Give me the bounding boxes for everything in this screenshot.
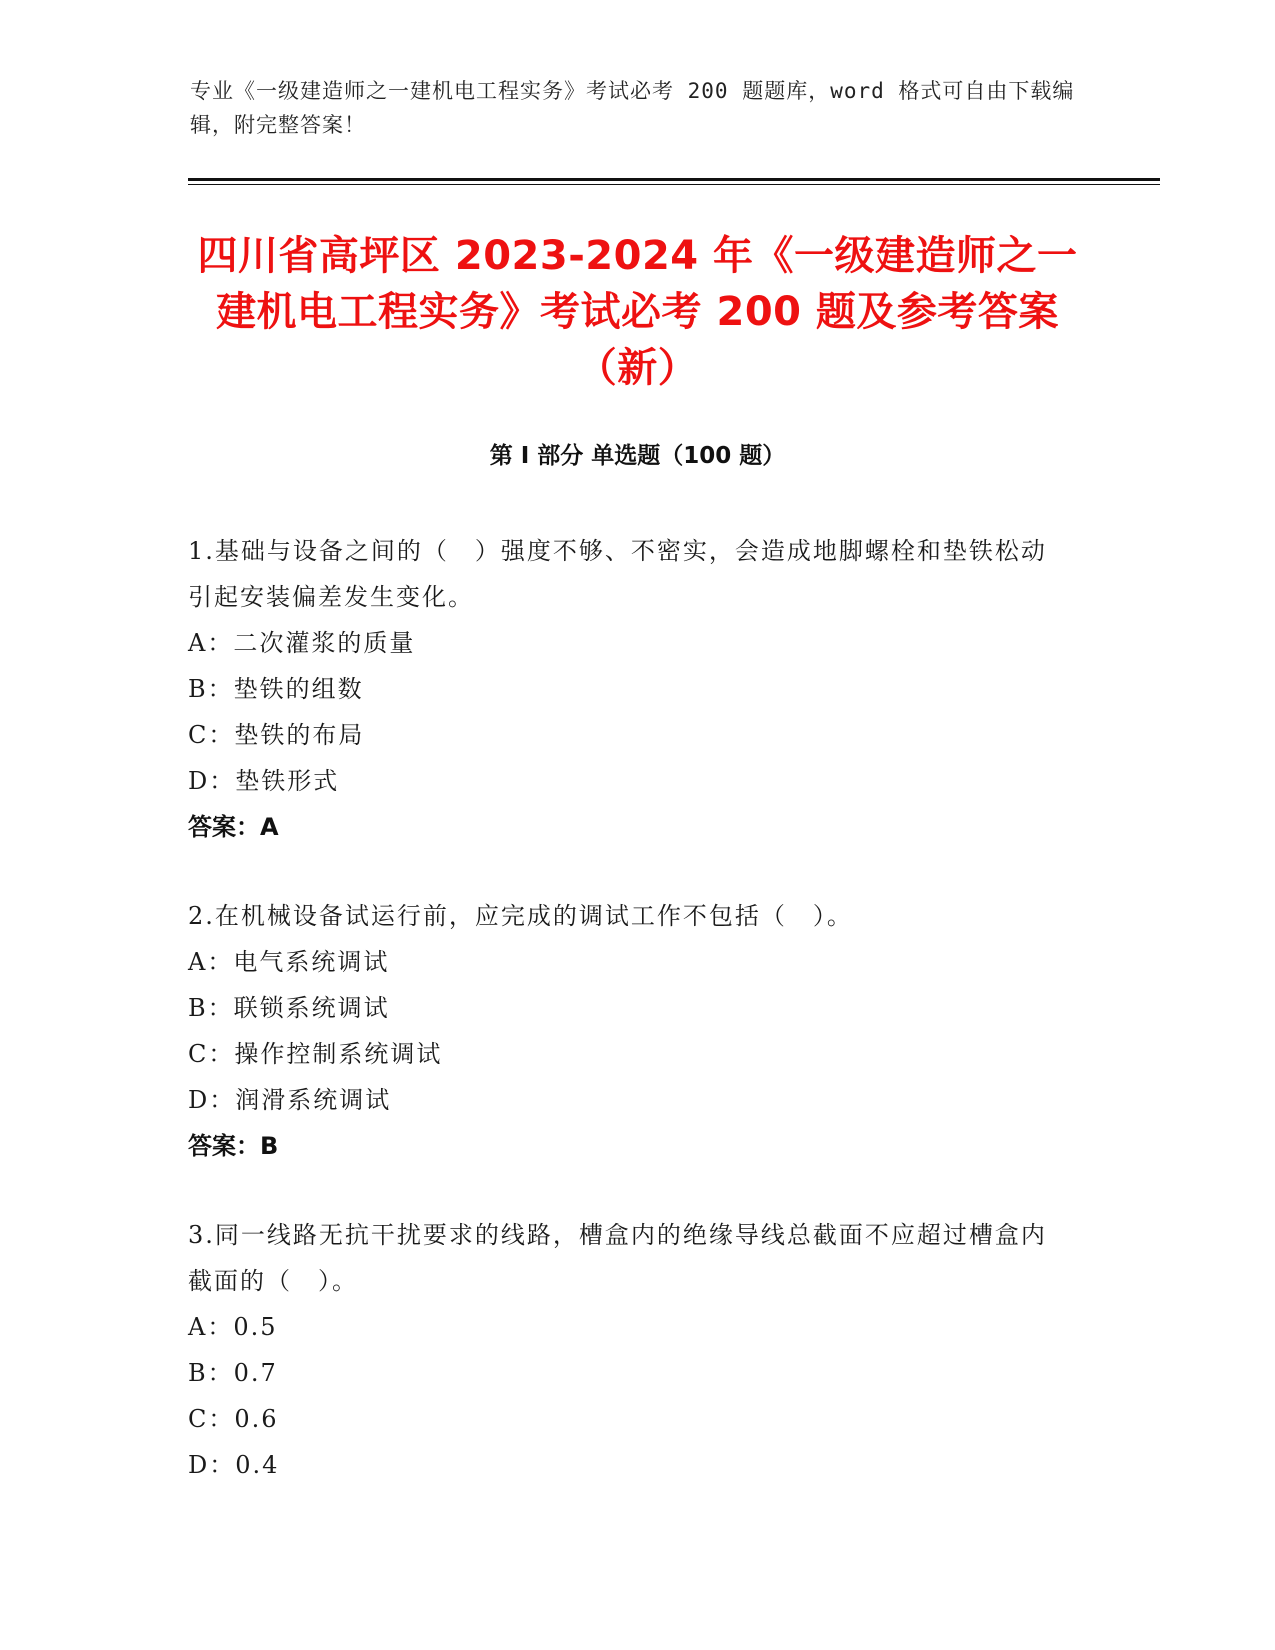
question-3: [188, 1212, 1068, 1488]
option-d: D：0.4: [188, 1451, 280, 1479]
option-c: C：垫铁的布局: [188, 721, 365, 749]
answer: 答案：B: [188, 1132, 279, 1160]
option-a: A：0.5: [188, 1313, 278, 1341]
option-b: B：联锁系统调试: [188, 994, 390, 1022]
header-note: 专业《一级建造师之一建机电工程实务》考试必考 200 题题库，word 格式可自由下载编辑，附完整答案！: [190, 79, 1075, 137]
option-a: A：二次灌浆的质量: [188, 629, 416, 657]
document-title: 四川省高坪区 2023-2024 年《一级建造师之一建机电工程实务》考试必考 200 题及参考答案（新）: [197, 233, 1078, 391]
header-rule-thin: [188, 184, 1160, 185]
section-title: 第 I 部分 单选题（100 题）: [489, 443, 786, 469]
question-stem: 1.基础与设备之间的（ ）强度不够、不密实，会造成地脚螺栓和垫铁松动引起安装偏差发生变化。: [188, 537, 1047, 611]
question-stem: 3.同一线路无抗干扰要求的线路，槽盒内的绝缘导线总截面不应超过槽盒内截面的（ ）。: [188, 1221, 1047, 1295]
option-a: A：电气系统调试: [188, 948, 390, 976]
option-d: D：润滑系统调试: [188, 1086, 392, 1114]
option-c: C：操作控制系统调试: [188, 1040, 443, 1068]
header-rule-thick: [188, 178, 1160, 181]
question-2: [188, 893, 1068, 1169]
option-b: B：垫铁的组数: [188, 675, 364, 703]
option-b: B：0.7: [188, 1359, 278, 1387]
question-stem: 2.在机械设备试运行前，应完成的调试工作不包括（ ）。: [188, 902, 853, 930]
question-1: [188, 528, 1068, 850]
option-d: D：垫铁形式: [188, 767, 340, 795]
option-c: C：0.6: [188, 1405, 279, 1433]
answer: 答案：A: [188, 813, 279, 841]
